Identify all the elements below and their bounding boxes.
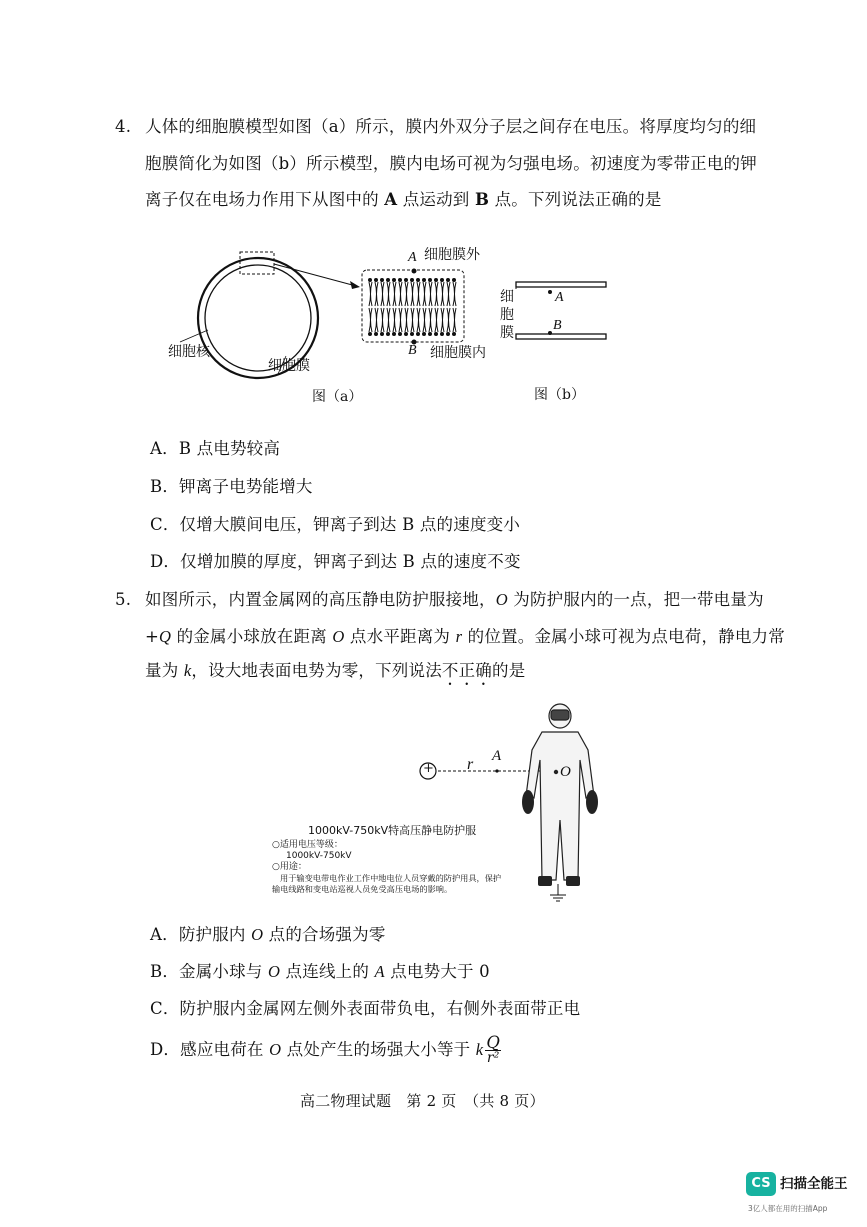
fig-b-side-label-3: 膜 <box>500 325 514 341</box>
q5-number: 5. <box>115 590 132 609</box>
q5-option-d-fraction <box>485 1033 501 1066</box>
q5-line-3-part: 的是 <box>492 661 526 680</box>
q4-option-d: D．仅增加膜的厚度，钾离子到达 B 点的速度不变 <box>150 552 521 571</box>
q4-line-3-part: 离子仅在电场力作用下从图中的 <box>145 190 385 209</box>
fig-a-label-outside: 细胞膜外 <box>424 247 480 263</box>
fig-b-point-b: B <box>553 318 562 333</box>
q5-line-2-part: 的位置。金属小球可视为点电荷，静电力常 <box>462 627 785 646</box>
watermark-title: 扫描全能王 <box>780 1176 848 1192</box>
fig-b-caption: 图（b） <box>534 387 585 403</box>
q5-o-ref: O <box>332 627 345 646</box>
figure-b-diagram <box>510 278 610 348</box>
q5-q-ref: Q <box>159 627 172 646</box>
q5-k-ref: k <box>183 661 192 680</box>
q5-option-b-a: A <box>374 962 385 981</box>
fig-a-label-nucleus: 细胞核 <box>168 344 210 360</box>
q5-option-a-part: A．防护服内 <box>150 925 252 944</box>
fig-b-side-label-1: 细 <box>500 289 514 305</box>
q5-option-b-o: O <box>267 962 281 981</box>
page-footer: 高二物理试题 第 2 页 （共 8 页） <box>300 1092 545 1110</box>
q5-o-ref: O <box>495 590 508 609</box>
q5-option-d-o: O <box>269 1040 282 1059</box>
q5-emphasis-not-correct: 不正确 <box>441 661 492 680</box>
q5-line-3-part: 量为 <box>145 661 184 680</box>
fig-b-side-label-2: 胞 <box>500 307 514 323</box>
q5-option-b <box>150 961 490 983</box>
q5-option-a-o: O <box>251 925 264 944</box>
q4-line-3 <box>145 189 662 211</box>
fig-a-label-membrane: 细胞膜 <box>268 358 310 374</box>
q4-point-a-ref: A <box>384 190 398 209</box>
fig-a-point-b: B <box>408 343 417 358</box>
watermark-subtitle: 3亿人都在用的扫描App <box>748 1204 828 1213</box>
q5-fig-spec-1: ○适用电压等级： <box>272 840 343 850</box>
q4-point-b-ref: B <box>474 190 490 209</box>
q5-r-ref: r <box>455 627 463 646</box>
q4-number: 4. <box>115 117 132 136</box>
q5-option-d-k: k <box>475 1040 484 1059</box>
q4-line-3-part: 点运动到 <box>397 190 475 209</box>
q5-line-1-part: 如图所示，内置金属网的高压静电防护服接地， <box>145 590 496 609</box>
q4-line-1: 人体的细胞膜模型如图（a）所示，膜内外双分子层之间存在电压。将厚度均匀的细 <box>145 117 757 136</box>
q5-option-b-part: 点电势大于 0 <box>384 962 490 981</box>
q5-line-2 <box>145 626 785 648</box>
q5-line-3 <box>145 660 525 689</box>
q5-fig-spec-5: 输电线路和变电站巡视人员免受高压电场的影响。 <box>272 884 453 894</box>
q4-option-b: B．钾离子电势能增大 <box>150 477 313 496</box>
q4-line-2: 胞膜简化为如图（b）所示模型，膜内电场可视为匀强电场。初速度为零带正电的钾 <box>145 154 757 173</box>
fig-b-point-a: A <box>555 290 564 305</box>
q5-fig-spec-4: 用于输变电带电作业工作中地电位人员穿戴的防护用具，保护 <box>280 873 502 883</box>
q5-fig-r-label: r <box>467 756 474 773</box>
q5-fig-suit-title: 1000kV-750kV特高压静电防护服 <box>308 824 477 837</box>
q5-option-d <box>150 1033 501 1066</box>
q5-option-c: C．防护服内金属网左侧外表面带负电，右侧外表面带正电 <box>150 999 581 1018</box>
scanner-logo-icon: CS <box>746 1172 776 1196</box>
q4-option-c: C．仅增大膜间电压，钾离子到达 B 点的速度变小 <box>150 515 521 534</box>
q5-fig-spec-3: ○用途： <box>272 862 307 872</box>
q5-option-d-part: 点处产生的场强大小等于 <box>281 1040 476 1059</box>
q5-option-a-part: 点的合场强为零 <box>263 925 386 944</box>
fig-a-point-a: A <box>408 250 417 265</box>
q5-line-2-part: + <box>145 627 160 646</box>
q5-fig-o-label: O <box>560 764 571 780</box>
q5-line-1-part: 为防护服内的一点，把一带电量为 <box>507 590 764 609</box>
q5-option-b-part: B．金属小球与 <box>150 962 268 981</box>
q5-line-2-part: 点水平距离为 <box>344 627 456 646</box>
q5-option-b-part: 点连线上的 <box>280 962 375 981</box>
fig-a-label-inside: 细胞膜内 <box>430 345 486 361</box>
q5-line-1 <box>145 589 764 611</box>
q4-line-3-part: 点。下列说法正确的是 <box>489 190 662 209</box>
fraction-numerator: Q <box>486 1033 501 1052</box>
q5-line-2-part: 的金属小球放在距离 <box>171 627 333 646</box>
q5-option-d-part: D．感应电荷在 <box>150 1040 270 1059</box>
q5-line-3-part: ，设大地表面电势为零，下列说法 <box>191 661 442 680</box>
q5-fig-a-label: A <box>492 748 502 764</box>
fraction-denominator: r² <box>486 1050 500 1066</box>
q4-option-a: A．B 点电势较高 <box>150 439 281 458</box>
q5-option-a <box>150 924 386 946</box>
q5-fig-charge-symbol: + <box>423 761 434 776</box>
fig-a-caption: 图（a） <box>312 389 363 405</box>
q5-fig-spec-2: 1000kV-750kV <box>286 851 352 861</box>
